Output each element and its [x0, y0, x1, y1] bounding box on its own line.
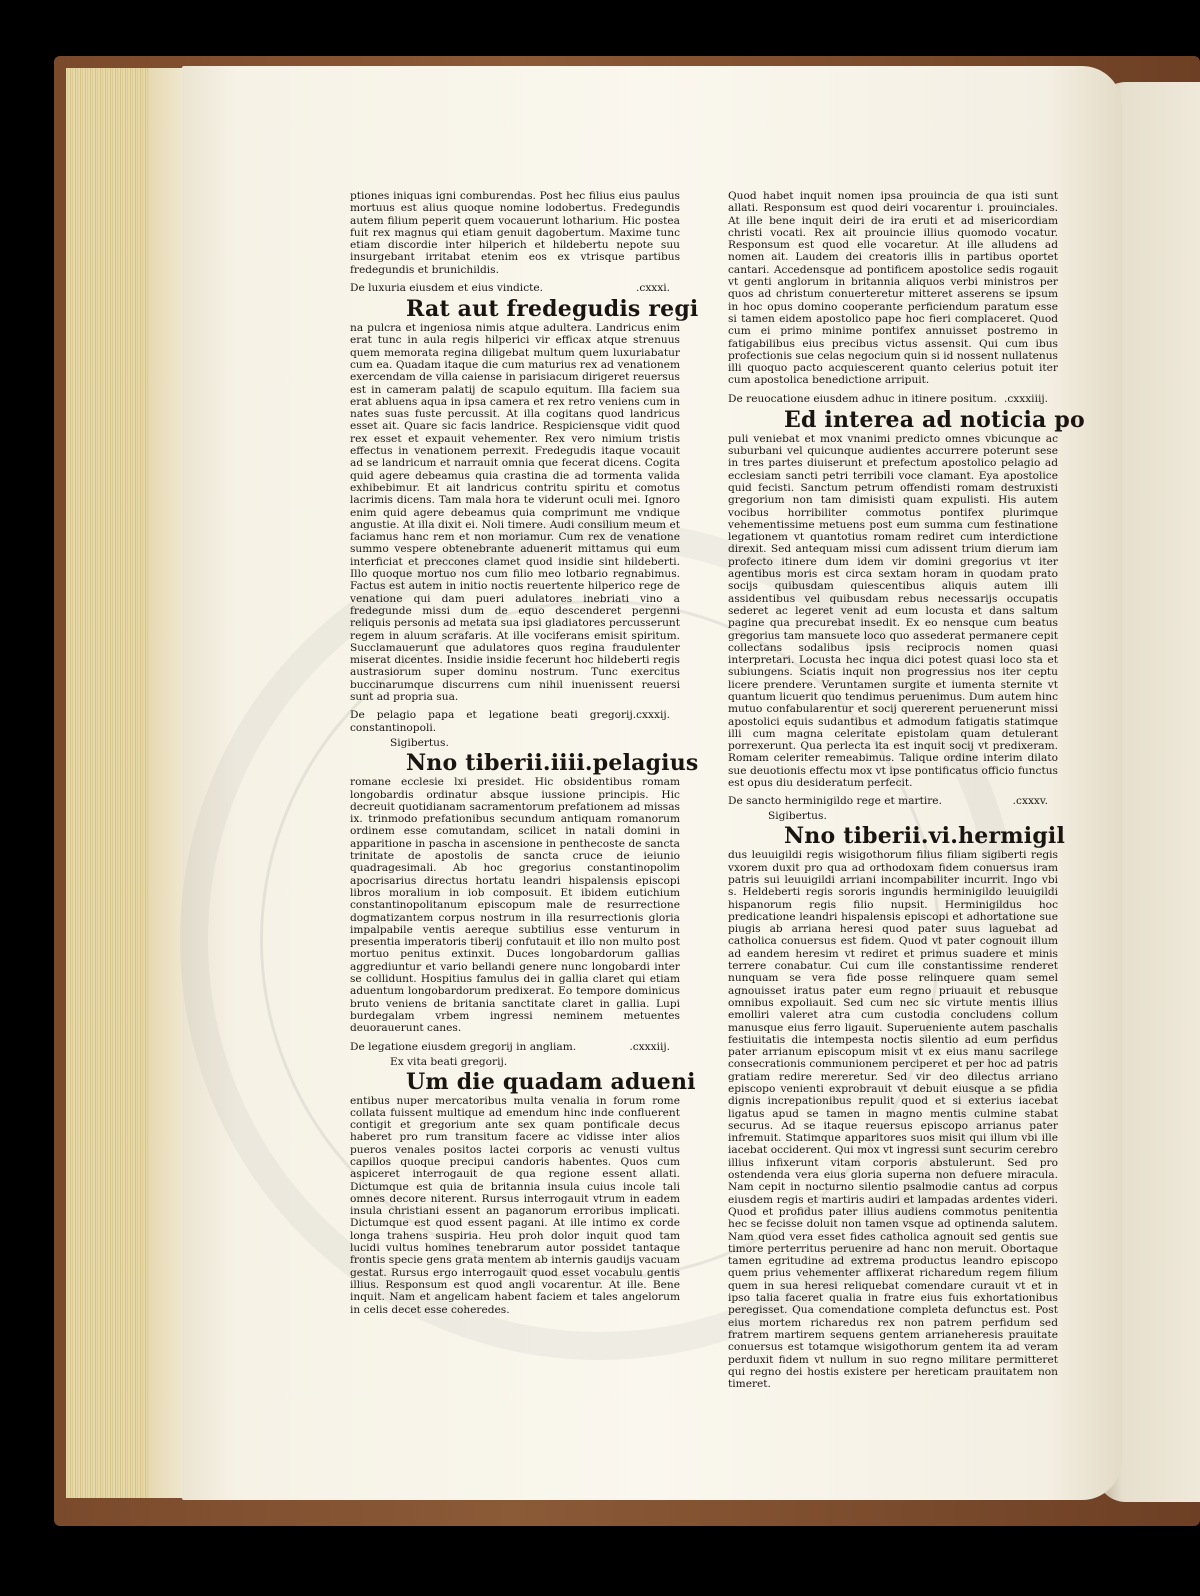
chapter-heading: Um die quadam adueni: [406, 1068, 696, 1095]
chapter-body: dus leuuigildi regis wisigothorum filius filiam sigiberti regis vxorem duxit pro qua ad orthodoxam fidem conuersus iram patris sui leuuigildi arriani incompabiliter incurrit. Ingo vbi s. Heldeberti regis sororis ingundis herminigildo leuuigildi hispanorum regis filio nupsit. Herminigildus hoc predicatione leandri hispalensis episcopi et adhortatione sue piugis ab arriana heresi quod pater suus laguebat ad catholica conuersus est fidem. Quod vt pater cognouit illum ad eandem heresim vt rediret et primus suadere et minis terrere conabatur. Cui cum ille constantissime renderet nunquam se vera fide posse relinquere quam semel agnouisset iratus pater eum regno priuauit et rebusque omnibus expoliauit. Sed cum nec sic virtute mentis illius emolliri valeret atra cum custodia concludens collum manusque eius ferro ligauit. Superueniente autem paschalis festiuitatis die intempesta noctis silentio ad eum perfidus pater arrianum episcopum misit vt ex eius manu sacrilege consecrationis communionem perciperet et per hoc ad patris gratiam redire mereretur. Sed vir deo dilectus arriano episcopo venienti exprobrauit vt debuit eiusque a se pfidia dignis increpationibus repulit quod et si exterius iacebat ligatus apud se tamen in magno mentis culmine stabat securus. Ad se itaque reuersus episcopo arrianus pater infremuit. Statimque apparitores suos misit qui illum vbi ille iacebat occiderent. Qui mox vt ingressi sunt securim cerebro illius infixerunt vitam corporis abstulerunt. Sed pro ostendenda vera eius gloria superna non defuere miracula. Nam cepit in nocturno silentio psalmodie cantus ad corpus eiusdem regis et martiris audiri et lampadas ardentes videri. Quod et profidus pater illius audiens commotus penitentia hec se fecisse doluit non tamen vsque ad optinenda salutem. Nam quod vera esset fides catholica agnouit sed gentis sue timore perterritus peruenire ad hanc non meruit. Obortaque tamen egritudine ad extrema productus leandro episcopo quem prius vehementer afflixerat richaredum regem filium quem in sua heresi reliquebat comendare curauit vt et in ipso talia faceret qualia in fratre eius fuis exhortationibus peregisset. Qua comendatione completa defunctus est. Post eius mortem richaredus rex non patrem perfidum sed fratrem martirem sequens gentem arrianeheresis prauitate conuersus est totamque wisigothorum gentem ita ad veram perduxit fidem vt nullum in suo regno militare permitteret qui regno dei hostis existere per hereticam prauitatem non timeret.: [728, 849, 1058, 1391]
chapter-body: na pulcra et ingeniosa nimis atque adultera. Landricus enim erat tunc in aula regis hilperici vir efficax atque strenuus quem memorata regina diligebat multum quem luxuriabatur cum ea. Quadam itaque die cum maturius rex ad venationem exercendam de villa caiense in parisiacum dirigeret reuersus est in cameram palatij de scapulo equitum. Illa faciem sua erat abluens aqua in ipsa camera et rex retro veniens cum in nates suas fuste percussit. At illa cogitans quod landricus esset ait. Quare sic facis landrice. Respiciensque vidit quod rex esset et expauit vehementer. Rex vero nimium tristis effectus in venationem perrexit. Fredegudis itaque vocauit ad se landricum et narrauit omnia que fecerat dicens. Cogita quid agere debeamus quia crastina die ad tormenta valida exhibebimur. Et ait landricus contritu spiritu et comotus lacrimis dicens. Tam mala hora te viderunt oculi mei. Ignoro enim quid agere debeamus quia comprimunt me vndique angustie. At illa dixit ei. Noli timere. Audi consilium meum et faciamus hanc rem et non moriamur. Cum rex de venatione summo vespere obtenebrante aduenerit mittamus qui eum interficiat et preccones clamet quod insidie sint hildeberti. Illo quoque mortuo nos cum filio meo lotbario regnabimus. Factus est autem in initio noctis reuertente hilperico rege de venatione qui dam pueri adulatores inebriati vino a fredegunde missi dum de equo descenderet pergenni reliquis personis ad metata sua ipsi gladiatores percusserunt regem in aluum scrafaris. At ille vociferans emisit spiritum. Succlamauerunt que adulatores quos regina fraudulenter miserat dicentes. Insidie insidie fecerunt hoc hildeberti regis austrasiorum super dominu nostrum. Tunc exercitus buccinarumque discurrens cum nihil inuenissent reuersi sunt ad propria sua.: [350, 322, 680, 703]
rubric-title: De reuocatione eiusdem adhuc in itinere positum.: [728, 392, 997, 405]
chapter-number: .cxxxv.: [1012, 795, 1048, 808]
right-intro-paragraph: Quod habet inquit nomen ipsa prouincia de qua isti sunt allati. Responsum est quod deiri vocarentur i. prouinciales. At ille bene inquit deiri de ira eruti et ad misericordiam christi vocati. Rex ait prouincie illius quomodo vocatur. Responsum est quod elle vocaretur. At ille alludens ad nomen ait. Laudem dei creatoris illis in partibus oportet cantari. Accedensque ad pontificem apostolice sedis rogauit vt genti anglorum in britannia aliquos verbi ministros per quos ad christum conuerteretur mitteret asserens se ipsum in hoc opus domino cooperante perficiendum paratum esse si tamen eidem apostolico pape hoc fieri complaceret. Quod cum ei primo minime pontifex annuisset postremo in fatigabilibus eius precibus victus assensit. Qui cum ibus profectionis sue celas negocium quin si id nossent nullatenus illi quoquo pacto acquiescerent quanto celerius potuit iter cum apostolica benedictione arripuit.: [728, 190, 1058, 387]
left-intro-paragraph: ptiones iniquas igni comburendas. Post hec filius eius paulus mortuus est alius quoque nomine lodobertus. Fredegundis autem filium peperit quem vocauerunt lotharium. Hic postea fuit rex magnus qui etiam genuit dagobertum. Maxime tunc etiam discordie inter hilperich et hildebertu nepote suu insurgebant irritabat etenim eos ex vtrisque partibus fredegundis et brunichildis.: [350, 190, 680, 276]
rubric-title: De luxuria eiusdem et eius vindicte.: [350, 282, 544, 295]
left-text-column: [350, 190, 699, 1322]
rubric-title: De pelagio papa et legatione beati gregorij constantinopoli.: [350, 709, 633, 735]
chapter-rubric: [728, 393, 1058, 406]
chapter-heading: Rat aut fredegudis regi: [406, 296, 699, 323]
chapter-number: .cxxxi.: [636, 282, 670, 295]
chapter-number: .cxxxiiij.: [1003, 392, 1048, 405]
chapter-body: puli veniebat et mox vnanimi predicto omnes vbicunque ac suburbani vel quicunque audientes accurrere poterunt sese in tres partes diuiserunt et prefectum apostolico pelagio ad ecclesiam sancti petri terribili voce clamant. Eya apostolice quid fecisti. Sanctum petrum offendisti romam destruxisti gregorium non tam dimisisti quam expulisti. His autem vocibus horribiliter commotus pontifex plurimque vehementissime metuens post eum summa cum festinatione legationem vt quantotius romam rediret cum interdictione direxit. Sed antequam missi cum adissent trium dierum iam profecto itinere dum idem vir domini gregorius vt iter agentibus moris est circa sextam horam in quodam prato socijs quibusdam quiescentibus aliquis autem illi assidentibus vel quibusdam rebus necessarijs occupatis sederet ac legeret venit ad eum locusta et dans saltum pagine qua precurebat insedit. Ex eo nensque cum beatus gregorius tam mansuete loco quo assederat permanere cepit collectans sodalibus ipsis reciprocis nomen quasi interpretari. Locusta hec inqua dici potest quasi loco sta et subiungens. Sciatis inquit non progressius nos iter ceptu licere prendere. Veruntamen surgite et iumenta sternite vt quantum licuerit quo tendimus peruenimus. Dum autem hinc mutuo confabularentur et socij quererent peruenerunt missi apostolici equis sudantibus et admodum fatigatis statimque illi cum magna celeritate epistolam quam detulerant porrexerunt. Qua perlecta ita est inquit socij vt predixeram. Romam celeriter remeabimus. Talique ordine interim dilato sue deuotionis effectu mox vt ipse pontificatus officio functus est opus diu desideratum perfecit.: [728, 432, 1058, 790]
source-attribution: Sigibertus.: [768, 810, 827, 823]
chapter-body: romane ecclesie lxi presidet. Hic obsidentibus romam longobardis ordinatur absque iussione principis. Hic decreuit quotidianam sacramentorum prefationem ad missas ix. trinmodo prefationibus secundum antiquam romanorum ordinem esse comutandam, scilicet in natali domini in apparitione in pascha in ascensione in penthecoste de sancta trinitate de apostolis de sancta cruce de ieiunio quadragesimali. Ab hoc gregorius constantinopolim apocrisarius directus hortatu leandri hispalensis episcopi libros moralium in iob composuit. Et ibidem eutichium constantinopolitanum episcopum male de resurrectione dogmatizantem corpus nostrum in illa resurrectionis gloria impalpabile ventis aereque subtilius esse venturum in presentia imperatoris tiberij confutauit et illo non multo post mortuo penitus extinxit. Duces longobardorum gallias aggrediuntur et vario bellandi genere nunc longobardi inter se collidunt. Hospitius famulus dei in gallia claret qui etiam aduentum longobardorum predixerat. Eo tempore dominicus bruto veniens de britania sanctitate claret in gallia. Lupi burdegalam vrbem ingressi neminem metuentes deuorauerunt canes.: [350, 776, 680, 1035]
right-text-column: [728, 190, 1085, 1396]
chapter-body: entibus nuper mercatoribus multa venalia in forum rome collata fuissent multique ad emendum hinc inde confluerent contigit et gregorium ante sex quam pontificale decus haberet pro rum transitum facere ac vidisse inter alios pueros venales positos lactei corporis ac venusti vultus capillos quoque precipui candoris habentes. Quos cum aspiceret interrogauit de qua regione essent allati. Dictumque est quia de britannia insula cuius incole tali omnes decore niterent. Rursus interrogauit vtrum in eadem insula christiani essent an paganorum erroribus implicati. Dictumque est quod essent pagani. At ille intimo ex corde longa trahens suspiria. Heu proh dolor inquit quod tam lucidi vultus homines tenebrarum autor possidet tantaque frontis specie gens grata mentem ab internis gaudijs vacuam gestat. Rursus ergo interrogauit quod esset vocabulu gentis illius. Responsum est quod angli vocarentur. At ille. Bene inquit. Nam et angelicam habent faciem et tales angelorum in celis decet esse coheredes.: [350, 1094, 680, 1316]
chapter-heading: Nno tiberii.vi.hermigil: [784, 823, 1066, 850]
chapter-number: .cxxxij.: [632, 709, 670, 722]
source-attribution: Sigibertus.: [390, 737, 449, 750]
chapter-rubric: [350, 709, 680, 735]
rubric-title: De sancto herminigildo rege et martire.: [728, 795, 942, 808]
chapter-rubric: [728, 795, 1058, 808]
chapter-number: .cxxxiij.: [629, 1040, 670, 1053]
chapter-heading: Ed interea ad noticia po: [784, 406, 1085, 433]
source-attribution: Ex vita beati gregorij.: [390, 1055, 508, 1068]
rubric-title: De legatione eiusdem gregorij in angliam.: [350, 1040, 577, 1053]
chapter-rubric: [350, 282, 680, 295]
chapter-rubric: [350, 1041, 680, 1054]
chapter-heading: Nno tiberii.iiii.pelagius: [406, 750, 699, 777]
